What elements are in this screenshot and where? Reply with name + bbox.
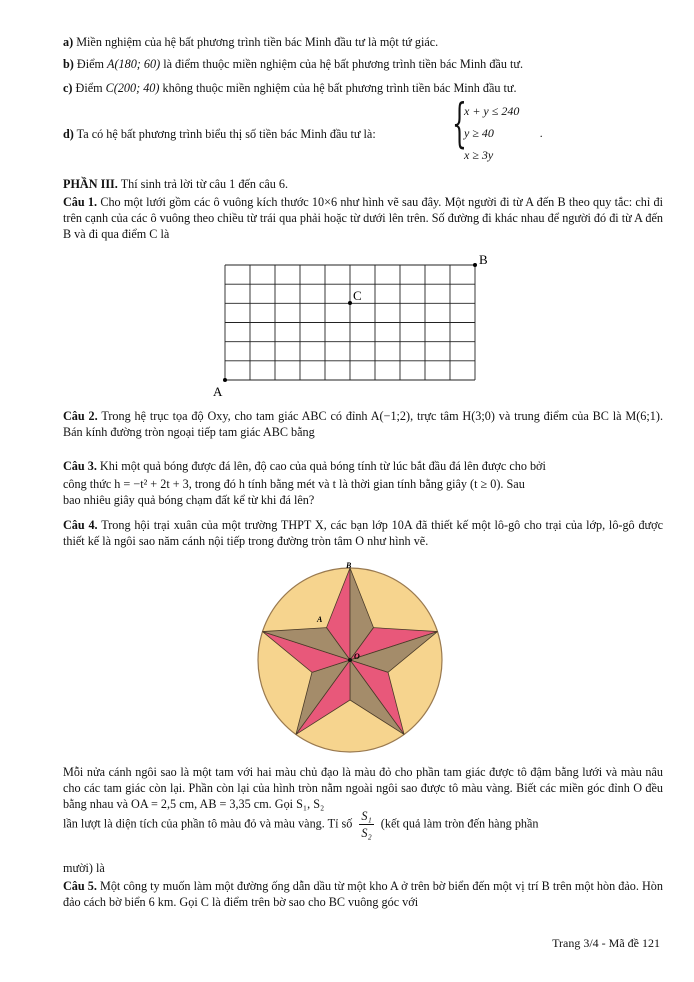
ineq-1: x + y ≤ 240 [464, 104, 520, 118]
q3-line-3: bao nhiêu giây quả bóng chạm đất kể từ khi đá lên? [63, 493, 315, 508]
question-4-ratio: lần lượt là diện tích của phần tô màu đỏ và màu vàng. Tỉ số $\frac{\text{S₁}}{\text{S₂}}$ (kết quả làm tròn đến hàng phần [63, 809, 539, 841]
system-end: . [540, 126, 543, 140]
label-b: B [479, 252, 488, 267]
q3-line-2: công thức h = −t² + 2t + 3, trong đó h tính bằng mét và t là thời gian tính bằng giây (t ≥ 0). Sau [63, 477, 525, 492]
star-label-b: B [346, 561, 352, 570]
point-c-dot [348, 301, 352, 305]
star-logo-figure [250, 556, 450, 756]
statement-d: d) Ta có hệ bất phương trình biểu thị số tiền bác Minh đầu tư là: [63, 127, 376, 141]
star-label-a: A [317, 615, 323, 624]
point-a-dot [223, 378, 227, 382]
grid-lines [225, 265, 475, 380]
q3-line-1: Câu 3. Khi một quả bóng được đá lên, độ cao của quả bóng tính từ lúc bắt đầu đá lên được cho bởi [63, 459, 546, 473]
star-label-o: O [354, 652, 360, 661]
question-3 [63, 458, 663, 508]
label-a: A [213, 384, 223, 399]
label-c: C [353, 288, 362, 303]
question-1: Câu 1. Cho một lưới gồm các ô vuông kích thước 10×6 như hình vẽ sau đây. Một người đi từ A đến B theo quy tắc: chỉ đi trên cạnh của các ô vuông theo chiều từ trái qua phải hoặc từ dưới lên trên. Số đường đi khác nhau để người đó đi từ A đến B và đi qua điểm C là [63, 195, 664, 242]
statement-b: b) Điểm A(180; 60) là điểm thuộc miền nghiệm của hệ bất phương trình tiền bác Minh đầu tư. [63, 57, 524, 71]
ineq-3: x ≥ 3y [464, 148, 494, 162]
part3-heading: PHẦN III. Thí sinh trả lời từ câu 1 đến câu 6. [63, 177, 289, 191]
point-b-dot [473, 263, 477, 267]
statement-c: c) Điểm C(200; 40) không thuộc miền nghiệm của hệ bất phương trình tiền bác Minh đầu tư. [63, 81, 517, 95]
ineq-2: y ≥ 40 [464, 126, 494, 140]
statement-a: a) Miền nghiệm của hệ bất phương trình tiền bác Minh đầu tư là một tứ giác. [63, 35, 439, 49]
question-4-end: mười) là [63, 861, 105, 875]
question-5: Câu 5. Một công ty muốn làm một đường ống dẫn dầu từ một kho A ở trên bờ biển đến một vị trí B trên một hòn đảo. Hòn đảo cách bờ biển 6 km. Gọi C là điểm trên bờ sao cho BC vuông góc với [63, 879, 663, 910]
brace-glyph: { [452, 94, 467, 154]
grid-figure [200, 250, 500, 400]
question-2: Câu 2. Trong hệ trục tọa độ Oxy, cho tam giác ABC có đỉnh A(−1;2), trực tâm H(3;0) và trung điểm của BC là M(6;1). Bán kính đường tròn ngoại tiếp tam giác ABC bằng [63, 409, 663, 440]
inequality-system [452, 94, 562, 164]
ratio-fraction: $\frac{\text{S₁}}{\text{S₂}}$ [361, 809, 372, 841]
question-4: Câu 4. Trong hội trại xuân của một trường THPT X, các bạn lớp 10A đã thiết kế một lô-gô cho trại của lớp, lô-gô được thiết kế là ngôi sao năm cánh nội tiếp trong đường tròn tâm O như hình vẽ. [63, 518, 663, 549]
question-4-detail: Mỗi nửa cánh ngôi sao là một tam với hai màu chủ đạo là màu đỏ cho phần tam giác được tô đậm bằng lưới và màu nâu cho các tam giác còn lại. Phần còn lại của hình tròn nằm ngoài ngôi sao được tô màu vàng. Biết các miền góc đỉnh O đều bằng nhau và OA = 2,5 cm, AB = 3,35 cm. Gọi S₁, S₂ [63, 765, 663, 812]
page-footer: Trang 3/4 - Mã đề 121 [552, 936, 660, 950]
center-dot [348, 658, 352, 662]
